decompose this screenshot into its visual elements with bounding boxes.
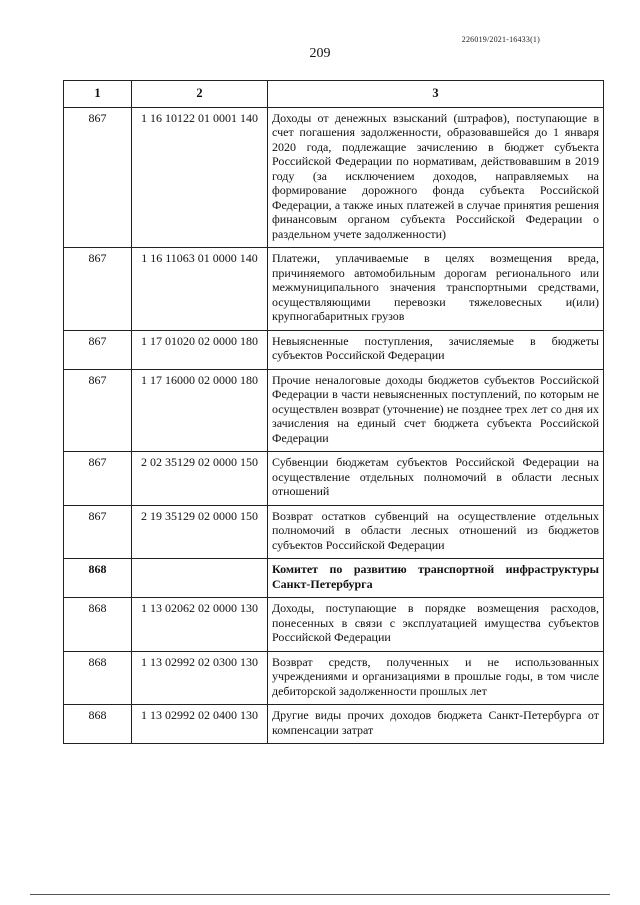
- column-header-3: 3: [268, 81, 604, 108]
- table-row: [64, 505, 604, 559]
- admin-code-cell: 868: [64, 705, 132, 744]
- description-cell: Возврат средств, полученных и не использованных учреждениями и организациями в прошлые годы, в том числе дебиторской задолженности прошлых лет: [268, 651, 604, 705]
- income-code-cell: 1 16 11063 01 0000 140: [132, 248, 268, 331]
- admin-code-cell: 867: [64, 330, 132, 369]
- description-cell: Возврат остатков субвенций на осуществление отдельных полномочий в области лесных отношений из бюджетов субъектов Российской Федерации: [268, 505, 604, 559]
- table-row: [64, 330, 604, 369]
- description-cell: Другие виды прочих доходов бюджета Санкт-Петербурга от компенсации затрат: [268, 705, 604, 744]
- section-header-row: [64, 559, 604, 598]
- description-cell: Субвенции бюджетам субъектов Российской Федерации на осуществление отдельных полномочий в области лесных отношений: [268, 452, 604, 506]
- admin-code-cell: 868: [64, 598, 132, 652]
- income-code-cell: 1 17 16000 02 0000 180: [132, 369, 268, 452]
- income-code-cell: 1 13 02992 02 0300 130: [132, 651, 268, 705]
- admin-code-cell: 867: [64, 369, 132, 452]
- income-code-cell: 2 02 35129 02 0000 150: [132, 452, 268, 506]
- admin-code-cell: 867: [64, 452, 132, 506]
- table-row: [64, 369, 604, 452]
- section-title-cell: Комитет по развитию транспортной инфраструктуры Санкт-Петербурга: [268, 559, 604, 598]
- page-number: 209: [309, 46, 331, 61]
- table-row: [64, 651, 604, 705]
- table-row: [64, 452, 604, 506]
- admin-code-cell: 868: [64, 651, 132, 705]
- table-row: [64, 705, 604, 744]
- description-cell: Доходы от денежных взысканий (штрафов), поступающие в счет погашения задолженности, образовавшейся до 1 января 2020 года, подлежащие зачислению в бюджет субъекта Российской Федерации по нормативам, действовавшим в 2019 году (за исключением доходов, направляемых на формирование дорожного фонда субъекта Российской Федерации, а также иных платежей в случае принятия решения финансовым органом субъекта Российской Федерации о раздельном учете задолженности): [268, 107, 604, 248]
- income-code-cell: 1 13 02062 02 0000 130: [132, 598, 268, 652]
- admin-code-cell: 867: [64, 505, 132, 559]
- table-row: [64, 107, 604, 248]
- description-cell: Платежи, уплачиваемые в целях возмещения вреда, причиняемого автомобильным дорогам регионального или межмуниципального значения транспортными средствами, осуществляющими перевозки тяжеловесных и(или) крупногабаритных грузов: [268, 248, 604, 331]
- table-header-row: [64, 81, 604, 108]
- table-row: [64, 598, 604, 652]
- admin-code-cell: 867: [64, 248, 132, 331]
- description-cell: Прочие неналоговые доходы бюджетов субъектов Российской Федерации в части невыясненных поступлений, по которым не осуществлен возврат (уточнение) не позднее трех лет со дня их зачисления на единый счет бюджета субъекта Российской Федерации: [268, 369, 604, 452]
- table-row: [64, 248, 604, 331]
- admin-code-cell: 867: [64, 107, 132, 248]
- description-cell: Невыясненные поступления, зачисляемые в бюджеты субъектов Российской Федерации: [268, 330, 604, 369]
- income-code-cell: 1 17 01020 02 0000 180: [132, 330, 268, 369]
- income-code-cell: 1 13 02992 02 0400 130: [132, 705, 268, 744]
- income-code-cell: 1 16 10122 01 0001 140: [132, 107, 268, 248]
- income-code-cell: [132, 559, 268, 598]
- column-header-2: 2: [132, 81, 268, 108]
- description-cell: Доходы, поступающие в порядке возмещения расходов, понесенных в связи с эксплуатацией имущества субъектов Российской Федерации: [268, 598, 604, 652]
- budget-classification-table: [63, 80, 604, 744]
- column-header-1: 1: [64, 81, 132, 108]
- admin-code-cell: 868: [64, 559, 132, 598]
- page-bottom-rule: [30, 894, 610, 895]
- income-code-cell: 2 19 35129 02 0000 150: [132, 505, 268, 559]
- document-id: 226019/2021-16433(1): [461, 35, 540, 44]
